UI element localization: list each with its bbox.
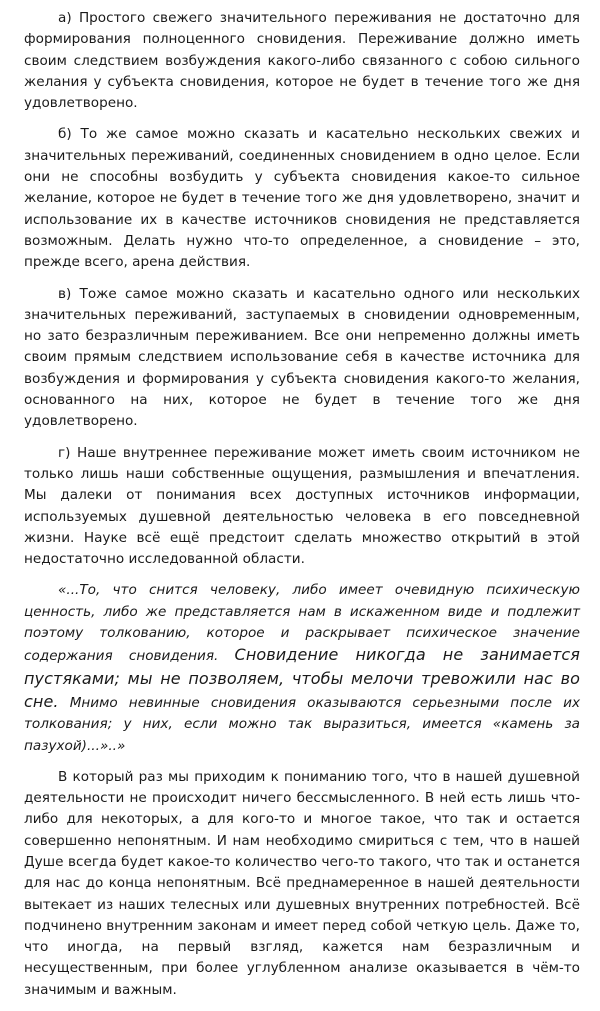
paragraph-closing: В который раз мы приходим к пониманию того, что в нашей душевной деятельности не происходит ничего бессмысленного. В ней есть лишь что-либо для некоторых, а для кого-то и многое такое, что так и остается совершенно непонятным. И нам необходимо смириться с тем, что в нашей Душе всегда будет какое-то количество чего-то такого, что так и останется для нас до конца непонятным. Всё преднамеренное в нашей деятельности вытекает из наших телесных или душевных внутренних потребностей. Всё подчинено внутренним законам и имеет перед собой четкую цель. Даже то, что иногда, на первый взгляд, кажется нам безразличным и несущественным, при более углубленном анализе оказывается в чём-то значимым и важным. [24, 768, 580, 998]
quote-text-end: Мнимо невинные сновидения оказываются серьезными после их толкования; у них, если можно так выразиться, имеется «камень за пазухой)...»..» [24, 694, 580, 754]
document-page [24, 8, 580, 1011]
quote-emphasis: Сновидение никогда не занимается пустяками; мы не позволяем, чтобы мелочи тревожили нас во сне. [24, 645, 580, 711]
paragraph-v: в) Тоже самое можно сказать и касательно одного или нескольких значительных переживаний, заступаемых в сновидении одновременным, но зато безразличным переживанием. Все они непременно должны иметь своим прямым следствием использование себя в качестве источника для возбуждения и формирования у субъекта сновидения какого-то желания, основанного на них, которое не будет в течение того же дня удовлетворено. [24, 285, 580, 430]
quote-block [24, 580, 580, 756]
paragraph-a: а) Простого свежего значительного переживания не достаточно для формирования полноценного сновидения. Переживание должно иметь своим следствием возбуждения какого-либо связанного с собою сильного желания у субъекта сновидения, которое не будет в течение того же дня удовлетворено. [24, 10, 580, 112]
paragraph-b: б) То же самое можно сказать и касательно нескольких свежих и значительных переживаний, соединенных сновидением в одно целое. Если они не способны возбудить у субъекта сновидения какое-то сильное желание, которое не будет в течение того же дня удовлетворено, значит и использование их в качестве источников сновидения не представляется возможным. Делать нужно что-то определенное, а сновидение – это, прежде всего, арена действия. [24, 126, 580, 271]
quote-text-start: «...То, что снится человеку, либо имеет очевидную психическую ценность, либо же представляется нам в искаженном виде и подлежит поэтому толкованию, которое и раскрывает психическое значение содержания сновидения. [24, 582, 580, 665]
paragraph-g: г) Наше внутреннее переживание может иметь своим источником не только лишь наши собственные ощущения, размышления и впечатления. Мы далеки от понимания всех доступных источников информации, используемых душевной деятельностью человека в его повседневной жизни. Науке всё ещё предстоит сделать множество открытий в этой недостаточно исследованной области. [24, 444, 580, 568]
